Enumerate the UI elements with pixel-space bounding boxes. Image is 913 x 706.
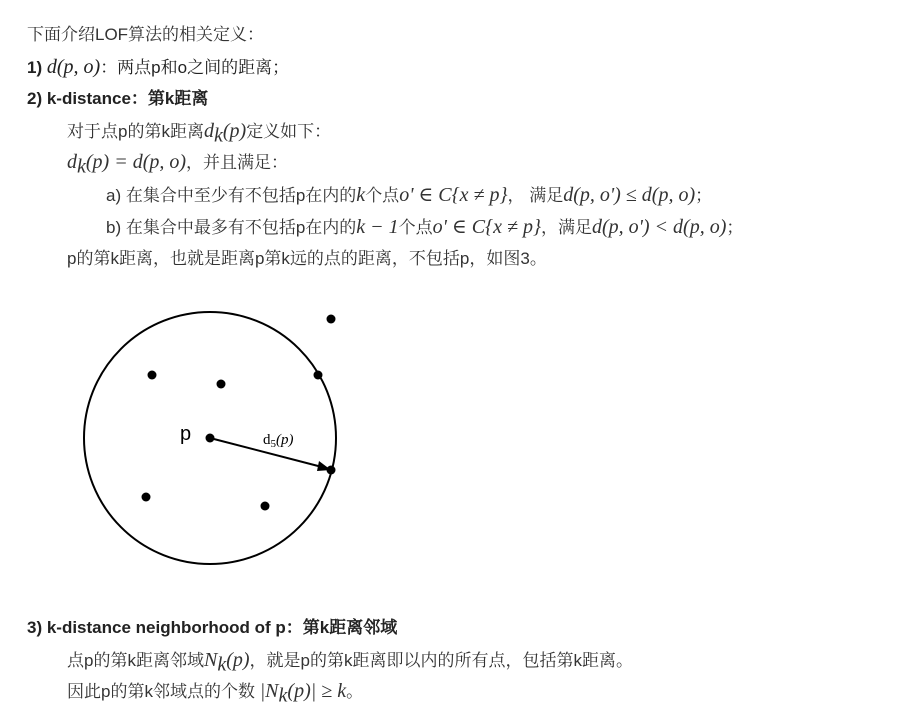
def3-line2-post: 。 xyxy=(346,682,364,701)
cond-a-pre: a) 在集合中至少有不包括p在内的 xyxy=(106,186,357,205)
definition-2-heading: 2) k-distance：第k距离 xyxy=(27,89,209,108)
definition-2-equation xyxy=(67,151,288,177)
def1-text: ：两点p和o之间的距离； xyxy=(100,58,290,77)
outside-point xyxy=(327,315,336,324)
def3-line1-formula: N xyxy=(203,649,218,671)
def3-line1-sub: k xyxy=(217,653,227,676)
definition-3-line1 xyxy=(67,649,633,675)
distance-label xyxy=(263,432,294,450)
definition-3-heading: 3) k-distance neighborhood of p：第k距离邻域 xyxy=(27,618,398,637)
arrow-head xyxy=(317,461,331,471)
cond-b-pre: b) 在集合中最多有不包括p在内的 xyxy=(106,218,357,237)
condition-a xyxy=(106,184,712,207)
distance-label-d: d xyxy=(263,432,271,448)
cond-a-mid: 个点 xyxy=(365,186,400,205)
def3-line2-formula: |N xyxy=(259,680,279,702)
cond-a-ineq: d(p, o') ≤ d(p, o) xyxy=(563,184,696,206)
def2-eq-pre: d xyxy=(67,151,77,173)
distance-label-arg: (p) xyxy=(276,432,294,448)
definition-3-line2 xyxy=(67,680,363,706)
def3-line2-sub: k xyxy=(278,684,288,706)
cond-b-k: k − 1 xyxy=(356,216,399,238)
def2-eq: (p) = d(p, o) xyxy=(85,151,187,173)
k-distance-figure xyxy=(70,295,370,595)
def2-line1-formula: d xyxy=(203,120,214,142)
def2-line1-post: 定义如下： xyxy=(246,122,332,141)
def3-line1-pre: 点p的第k距离邻域 xyxy=(67,651,204,670)
data-point xyxy=(142,493,151,502)
def3-line2-pre: 因此p的第k邻域点的个数 xyxy=(67,682,260,701)
condition-b xyxy=(106,216,743,239)
definition-2-summary: p的第k距离，也就是距离p第k远的点的距离，不包括p，如图3。 xyxy=(67,249,547,268)
def3-line1-arg: (p) xyxy=(226,649,250,671)
def1-formula: d(p, o) xyxy=(46,56,101,78)
cond-b-end: ； xyxy=(726,218,744,237)
cond-b-ineq: d(p, o') < d(p, o) xyxy=(591,216,727,238)
definition-1 xyxy=(27,56,289,79)
definition-2-line1 xyxy=(67,120,331,146)
data-point xyxy=(261,502,270,511)
point-p-label: p xyxy=(180,423,192,445)
intro-text: 下面介绍LOF算法的相关定义： xyxy=(27,25,265,44)
boundary-point xyxy=(314,371,323,380)
data-point xyxy=(217,380,226,389)
cond-a-set: o' ∈ C{x ≠ p} xyxy=(399,184,508,206)
cond-b-mid2: ，满足 xyxy=(540,218,592,237)
def3-line2-arg: (p)| ≥ k xyxy=(287,680,347,702)
cond-a-mid2: ， 满足 xyxy=(507,186,564,205)
cond-b-mid: 个点 xyxy=(398,218,433,237)
def2-line1-sub: k xyxy=(213,124,223,147)
def3-line1-post: ，就是p的第k距离即以内的所有点，包括第k距离。 xyxy=(249,651,633,670)
def2-line1-pre: 对于点p的第k距离 xyxy=(67,122,204,141)
distance-label-sub: 5 xyxy=(270,438,276,450)
def2-eq-sub: k xyxy=(77,155,86,178)
def2-eq-post: ，并且满足： xyxy=(186,153,289,172)
def1-number: 1) xyxy=(27,58,43,77)
def2-line1-arg: (p) xyxy=(222,120,247,142)
data-point xyxy=(148,371,157,380)
cond-a-k: k xyxy=(356,184,366,206)
cond-b-set: o' ∈ C{x ≠ p} xyxy=(432,216,541,238)
cond-a-end: ； xyxy=(695,186,713,205)
